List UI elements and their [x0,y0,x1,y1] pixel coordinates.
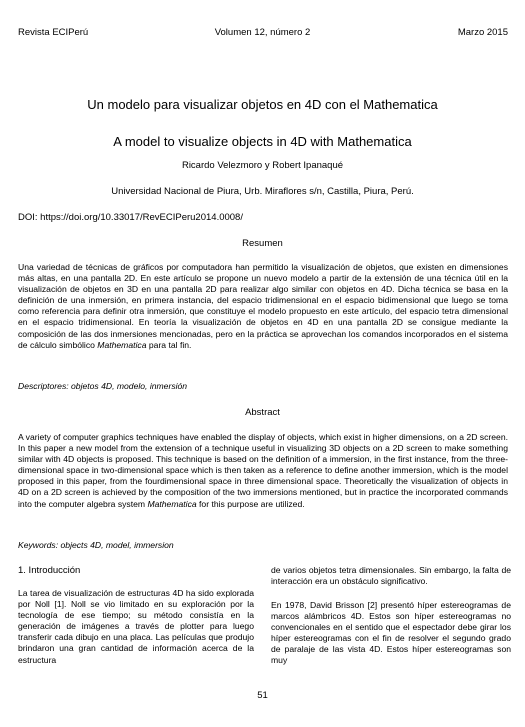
resumen-text: Una variedad de técnicas de gráficos por computadora han permitido la visualización de objetos, que existen en dimensiones más altas, en una pantalla 2D. En este artículo se propone un nuevo modelo a partir de la extensión de una técnica útil en la visualización de objetos en 3D en una pantalla 2D para realizar algo similar con objetos en 4D. Dicha técnica se basa en la definición de una inmersión, en primera instancia, del espacio tridimensional en el espacio bidimensional que luego se toma como referencia para definir otra inmersión, que constituye el modelo propuesto en este artículo, del espacio tetra dimensional en el espacio tridimensional. En teoría la visualización de objetos en 4D en una pantalla 2D se consigue mediante la composición de las dos inmersiones mencionadas, pero en la práctica se aprovechan los comandos incorporados en el sistema de cálculo simbólico Mathematica para tal fin. [18,262,508,350]
intro-left-paragraph: La tarea de visualización de estructuras 4D ha sido explorada por Noll [1]. Noll se vio limitado en su exploración por la tecnología de ese tiempo; su método consistía en la generación de imágenes a través de plotter para luego transferir cada dibujo en una placa. Las películas que produjo brindaron una gran cantidad de información acerca de la estructura [18,588,254,665]
page-number: 51 [257,690,268,701]
authors: Ricardo Velezmoro y Robert Ipanaqué [181,160,344,171]
keywords: Keywords: objects 4D, model, immersion [18,540,174,550]
intro-right-paragraph-2: En 1978, David Brisson [2] presentó híper estereogramas de marcos alámbricos 4D. Estos son híper estereogramas no convencionales en el sentido que el espectador debe girar los híper estereogramas con el fin de resolver el segundo grado de paralaje de las vista 4D. Estos híper estereogramas son muy [271,600,511,666]
resumen-heading: Resumen [242,238,283,249]
abstract-heading: Abstract [245,407,280,418]
descriptores: Descriptores: objetos 4D, modelo, inmersión [18,381,188,391]
volume-info: Volumen 12, número 2 [214,27,311,38]
issue-date: Marzo 2015 [457,27,508,38]
journal-name: Revista ECIPerú [18,27,89,38]
title-english: A model to visualize objects in 4D with Mathematica [113,134,412,149]
title-spanish: Un modelo para visualizar objetos en 4D con el Mathematica [87,97,438,112]
abstract-text: A variety of computer graphics techniques have enabled the display of objects, which exist in higher dimensions, on a 2D screen. In this paper a new model from the extension of a technique useful in visualizing 3D objects on a 2D screen to make something similar with 4D objects is proposed. This technique is based on the definition of a immersion, in the first instance, from the three-dimensional space in two-dimensional space which is then taken as a reference to define another immersion, which is the model proposed in this paper, from the fourdimensional space in three dimensional space. Theoretically the visualization of objects in 4D on a 2D screen is achieved by the composition of the two immersions mentioned, but in practice the incorporated commands into the computer algebra system Mathematica for this purpose are utilized. [18,432,508,509]
intro-right-paragraph-1: de varios objetos tetra dimensionales. Sin embargo, la falta de interacción era un obstáculo significativo. [271,565,511,587]
affiliation: Universidad Nacional de Piura, Urb. Miraflores s/n, Castilla, Piura, Perú. [111,186,414,197]
doi: DOI: https://doi.org/10.33017/RevECIPeru2014.0008/ [18,212,243,223]
section-heading: 1. Introducción [18,565,81,576]
